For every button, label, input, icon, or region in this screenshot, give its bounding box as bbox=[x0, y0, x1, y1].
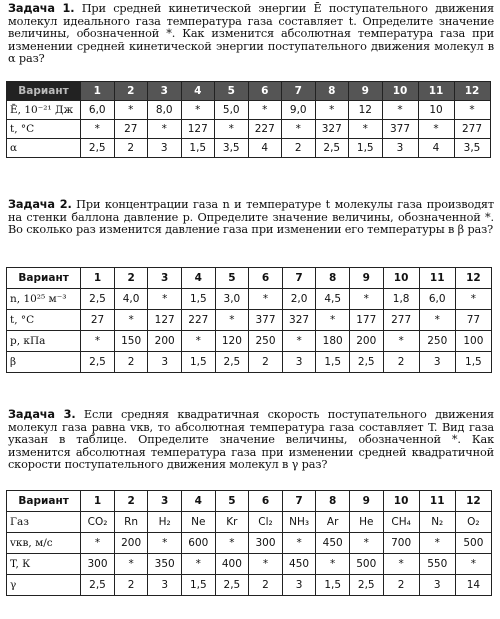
table-cell: * bbox=[114, 101, 148, 120]
table-cell: 2,5 bbox=[349, 352, 383, 373]
header-variant-12: 12 bbox=[455, 491, 491, 512]
table-cell: 2,5 bbox=[81, 289, 115, 310]
table-cell: 4 bbox=[418, 139, 454, 158]
table-cell: 377 bbox=[382, 120, 418, 139]
table-cell: 27 bbox=[114, 120, 148, 139]
table-cell: 500 bbox=[455, 533, 491, 554]
task-1-table bbox=[6, 81, 491, 158]
table-cell: * bbox=[282, 120, 316, 139]
table-cell: 27 bbox=[81, 310, 115, 331]
table-cell: 1,5 bbox=[316, 575, 350, 596]
header-variant-12: 12 bbox=[455, 268, 491, 289]
task-1-statement bbox=[8, 3, 494, 66]
table-cell: 2,5 bbox=[315, 139, 349, 158]
table-cell: 1,5 bbox=[455, 352, 491, 373]
table-row bbox=[7, 512, 492, 533]
table-cell: * bbox=[316, 310, 350, 331]
table-cell: * bbox=[181, 101, 215, 120]
table-cell: 3,5 bbox=[454, 139, 490, 158]
table-cell: 327 bbox=[282, 310, 316, 331]
table-cell: 8,0 bbox=[148, 101, 182, 120]
table-cell: * bbox=[454, 101, 490, 120]
table-row bbox=[7, 331, 492, 352]
table-cell: 12 bbox=[349, 101, 383, 120]
header-variant-1: 1 bbox=[81, 82, 115, 101]
table-cell: 6,0 bbox=[81, 101, 115, 120]
header-variant-2: 2 bbox=[114, 491, 148, 512]
header-variant-label: Вариант bbox=[7, 491, 81, 512]
header-variant-6: 6 bbox=[249, 491, 283, 512]
table-cell: 1,5 bbox=[182, 575, 216, 596]
header-variant-label: Вариант bbox=[7, 268, 81, 289]
table-row bbox=[7, 101, 491, 120]
table-cell: 2 bbox=[383, 352, 419, 373]
table-cell: * bbox=[81, 331, 115, 352]
task-3-table bbox=[6, 490, 492, 596]
header-variant-label: Вариант bbox=[7, 82, 81, 101]
table-cell: * bbox=[316, 554, 350, 575]
table-cell: N₂ bbox=[419, 512, 455, 533]
table-cell: 2 bbox=[114, 352, 148, 373]
header-variant-8: 8 bbox=[316, 491, 350, 512]
table-header-row bbox=[7, 82, 491, 101]
header-variant-6: 6 bbox=[248, 82, 282, 101]
table-cell: 4,0 bbox=[114, 289, 148, 310]
table-cell: 177 bbox=[349, 310, 383, 331]
header-variant-8: 8 bbox=[316, 268, 350, 289]
table-cell: 1,5 bbox=[182, 352, 216, 373]
table-cell: 120 bbox=[215, 331, 249, 352]
header-variant-11: 11 bbox=[419, 491, 455, 512]
table-row bbox=[7, 554, 492, 575]
task-3-statement bbox=[8, 409, 494, 472]
table-cell: * bbox=[114, 554, 148, 575]
table-cell: 200 bbox=[349, 331, 383, 352]
task-3-heading: Задача 3. bbox=[8, 408, 76, 421]
table-cell: * bbox=[383, 331, 419, 352]
row-label: n, 10²⁵ м⁻³ bbox=[7, 289, 81, 310]
task-2-heading: Задача 2. bbox=[8, 198, 72, 211]
header-variant-8: 8 bbox=[315, 82, 349, 101]
row-label: γ bbox=[7, 575, 81, 596]
table-cell: 2,5 bbox=[215, 575, 249, 596]
table-cell: 2,5 bbox=[81, 352, 115, 373]
table-cell: 2 bbox=[249, 352, 283, 373]
table-cell: 2 bbox=[282, 139, 316, 158]
header-variant-5: 5 bbox=[215, 82, 249, 101]
table-cell: 3 bbox=[148, 139, 182, 158]
header-variant-11: 11 bbox=[418, 82, 454, 101]
table-cell: * bbox=[182, 331, 216, 352]
table-cell: 1,5 bbox=[349, 139, 383, 158]
table-cell: * bbox=[282, 533, 316, 554]
row-label: Ē, 10⁻²¹ Дж bbox=[7, 101, 81, 120]
table-cell: 277 bbox=[454, 120, 490, 139]
table-cell: CO₂ bbox=[81, 512, 115, 533]
header-variant-11: 11 bbox=[419, 268, 455, 289]
table-cell: 2,5 bbox=[349, 575, 383, 596]
table-cell: NH₃ bbox=[282, 512, 316, 533]
row-label: β bbox=[7, 352, 81, 373]
header-variant-7: 7 bbox=[282, 82, 316, 101]
header-variant-10: 10 bbox=[383, 491, 419, 512]
row-label: vкв, м/с bbox=[7, 533, 81, 554]
table-cell: 200 bbox=[148, 331, 182, 352]
row-label: α bbox=[7, 139, 81, 158]
table-cell: 2,0 bbox=[282, 289, 316, 310]
task-2-statement bbox=[8, 199, 494, 237]
table-row bbox=[7, 310, 492, 331]
table-cell: 127 bbox=[181, 120, 215, 139]
table-cell: 250 bbox=[249, 331, 283, 352]
header-variant-1: 1 bbox=[81, 268, 115, 289]
header-variant-9: 9 bbox=[349, 268, 383, 289]
table-cell: 3 bbox=[282, 352, 316, 373]
table-cell: 450 bbox=[282, 554, 316, 575]
task-2-text: При концентрации газа n и температуре t молекулы газа производят на стенки баллона давление p. Определите значение величины, обозначенной *. Во сколько раз изменится давление газа при изменении его температуры в β раз? bbox=[8, 198, 494, 237]
table-cell: 3,0 bbox=[215, 289, 249, 310]
table-header-row bbox=[7, 268, 492, 289]
header-variant-2: 2 bbox=[114, 268, 148, 289]
table-cell: * bbox=[248, 101, 282, 120]
header-variant-5: 5 bbox=[215, 491, 249, 512]
table-cell: 2,5 bbox=[81, 139, 115, 158]
table-cell: 227 bbox=[182, 310, 216, 331]
table-row bbox=[7, 139, 491, 158]
table-cell: H₂ bbox=[148, 512, 182, 533]
table-cell: 150 bbox=[114, 331, 148, 352]
table-cell: 1,5 bbox=[316, 352, 350, 373]
table-cell: 700 bbox=[383, 533, 419, 554]
table-cell: * bbox=[215, 120, 249, 139]
table-row bbox=[7, 289, 492, 310]
table-cell: * bbox=[148, 289, 182, 310]
header-variant-4: 4 bbox=[182, 268, 216, 289]
table-cell: 200 bbox=[114, 533, 148, 554]
table-cell: * bbox=[249, 289, 283, 310]
table-cell: 9,0 bbox=[282, 101, 316, 120]
table-cell: * bbox=[282, 331, 316, 352]
table-cell: 600 bbox=[182, 533, 216, 554]
table-cell: * bbox=[349, 533, 383, 554]
row-label: t, °C bbox=[7, 120, 81, 139]
table-cell: * bbox=[249, 554, 283, 575]
table-cell: Ne bbox=[182, 512, 216, 533]
table-cell: 1,5 bbox=[181, 139, 215, 158]
table-cell: * bbox=[382, 101, 418, 120]
table-cell: CH₄ bbox=[383, 512, 419, 533]
table-cell: * bbox=[349, 120, 383, 139]
table-cell: 227 bbox=[248, 120, 282, 139]
table-cell: 100 bbox=[455, 331, 491, 352]
table-cell: O₂ bbox=[455, 512, 491, 533]
task-1-heading: Задача 1. bbox=[8, 2, 75, 15]
table-row bbox=[7, 352, 492, 373]
row-label: T, К bbox=[7, 554, 81, 575]
row-label: p, кПа bbox=[7, 331, 81, 352]
table-row bbox=[7, 533, 492, 554]
table-cell: * bbox=[114, 310, 148, 331]
table-cell: 327 bbox=[315, 120, 349, 139]
table-cell: 4,5 bbox=[316, 289, 350, 310]
table-cell: 2 bbox=[114, 139, 148, 158]
row-label: t, °C bbox=[7, 310, 81, 331]
header-variant-10: 10 bbox=[382, 82, 418, 101]
table-cell: 300 bbox=[81, 554, 115, 575]
table-cell: 3 bbox=[382, 139, 418, 158]
table-cell: 377 bbox=[249, 310, 283, 331]
table-cell: 1,5 bbox=[182, 289, 216, 310]
table-cell: 2,5 bbox=[81, 575, 115, 596]
table-cell: 277 bbox=[383, 310, 419, 331]
header-variant-4: 4 bbox=[182, 491, 216, 512]
table-cell: 77 bbox=[455, 310, 491, 331]
table-cell: 500 bbox=[349, 554, 383, 575]
table-cell: * bbox=[419, 310, 455, 331]
table-cell: Cl₂ bbox=[249, 512, 283, 533]
table-cell: * bbox=[148, 120, 182, 139]
table-cell: 550 bbox=[419, 554, 455, 575]
header-variant-7: 7 bbox=[282, 268, 316, 289]
header-variant-5: 5 bbox=[215, 268, 249, 289]
table-cell: * bbox=[419, 533, 455, 554]
table-cell: 2,5 bbox=[215, 352, 249, 373]
table-cell: * bbox=[148, 533, 182, 554]
table-cell: * bbox=[215, 310, 249, 331]
table-cell: 5,0 bbox=[215, 101, 249, 120]
table-cell: * bbox=[349, 289, 383, 310]
table-cell: 2 bbox=[114, 575, 148, 596]
header-variant-4: 4 bbox=[181, 82, 215, 101]
table-cell: * bbox=[81, 120, 115, 139]
table-cell: * bbox=[81, 533, 115, 554]
table-cell: * bbox=[215, 533, 249, 554]
header-variant-9: 9 bbox=[349, 82, 383, 101]
header-variant-12: 12 bbox=[454, 82, 490, 101]
table-cell: 180 bbox=[316, 331, 350, 352]
table-cell: 300 bbox=[249, 533, 283, 554]
table-cell: * bbox=[383, 554, 419, 575]
table-cell: * bbox=[418, 120, 454, 139]
table-cell: 6,0 bbox=[419, 289, 455, 310]
table-row bbox=[7, 575, 492, 596]
table-header-row bbox=[7, 491, 492, 512]
table-cell: 3 bbox=[419, 575, 455, 596]
header-variant-3: 3 bbox=[148, 268, 182, 289]
table-cell: 450 bbox=[316, 533, 350, 554]
table-cell: Rn bbox=[114, 512, 148, 533]
table-cell: 350 bbox=[148, 554, 182, 575]
table-cell: 250 bbox=[419, 331, 455, 352]
table-cell: He bbox=[349, 512, 383, 533]
header-variant-3: 3 bbox=[148, 82, 182, 101]
table-row bbox=[7, 120, 491, 139]
table-cell: 3 bbox=[282, 575, 316, 596]
table-cell: 2 bbox=[249, 575, 283, 596]
header-variant-2: 2 bbox=[114, 82, 148, 101]
table-cell: 1,8 bbox=[383, 289, 419, 310]
table-cell: * bbox=[182, 554, 216, 575]
table-cell: 127 bbox=[148, 310, 182, 331]
table-cell: 400 bbox=[215, 554, 249, 575]
table-cell: 3 bbox=[148, 575, 182, 596]
header-variant-1: 1 bbox=[81, 491, 115, 512]
table-cell: * bbox=[455, 554, 491, 575]
table-cell: 3 bbox=[148, 352, 182, 373]
table-cell: 4 bbox=[248, 139, 282, 158]
table-cell: * bbox=[315, 101, 349, 120]
header-variant-10: 10 bbox=[383, 268, 419, 289]
table-cell: * bbox=[455, 289, 491, 310]
task-2-table bbox=[6, 267, 492, 373]
task-1-text: При средней кинетической энергии Ē поступательного движения молекул идеального газа температура газа составляет t. Определите значение величины, обозначенной *. Как изменится абсолютная температура газа при изменении средней кинетической энергии поступательного движения молекул в α раз? bbox=[8, 2, 494, 66]
table-cell: 3,5 bbox=[215, 139, 249, 158]
header-variant-9: 9 bbox=[349, 491, 383, 512]
header-variant-7: 7 bbox=[282, 491, 316, 512]
row-label: Газ bbox=[7, 512, 81, 533]
header-variant-3: 3 bbox=[148, 491, 182, 512]
table-cell: Kr bbox=[215, 512, 249, 533]
table-cell: 2 bbox=[383, 575, 419, 596]
table-cell: 3 bbox=[419, 352, 455, 373]
task-3-text: Если средняя квадратичная скорость поступательного движения молекул газа равна vкв, то абсолютная температура газа составляет T. Вид газа указан в таблице. Определите значение величины, обозначенной *. Как изменится абсолютная температура газа при изменении средней квадратичной скорости поступательного движения молекул в γ раз? bbox=[8, 408, 494, 472]
table-cell: 10 bbox=[418, 101, 454, 120]
header-variant-6: 6 bbox=[249, 268, 283, 289]
table-cell: Ar bbox=[316, 512, 350, 533]
table-cell: 14 bbox=[455, 575, 491, 596]
